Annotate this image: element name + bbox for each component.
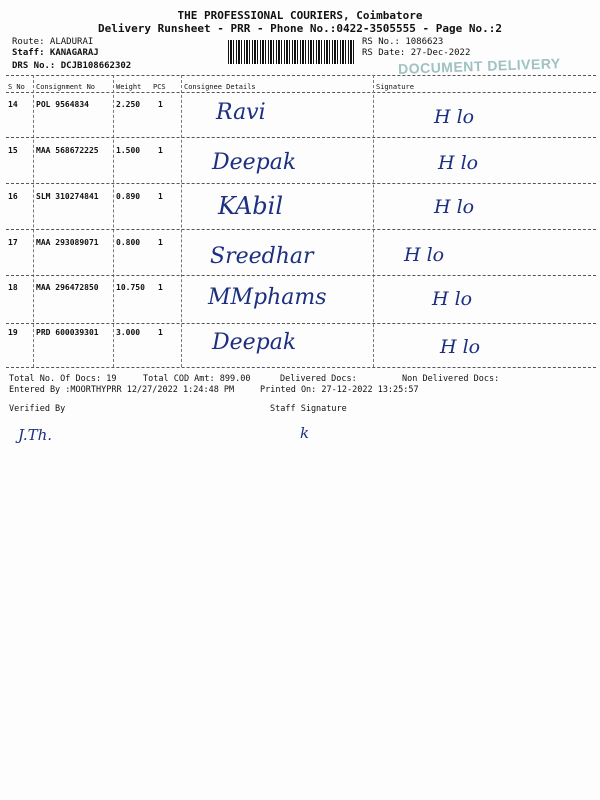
row-consignment: MAA 293089071 — [36, 238, 99, 247]
runsheet-subtitle: Delivery Runsheet - PRR - Phone No.:0422-3505555 - Page No.:2 — [98, 22, 502, 35]
row-weight: 10.750 — [116, 283, 145, 292]
row-consignment: MAA 568672225 — [36, 146, 99, 155]
row-pcs: 1 — [158, 192, 163, 201]
signature-handwriting: H lo — [438, 152, 479, 174]
row-weight: 0.890 — [116, 192, 141, 201]
row-sno: 19 — [8, 328, 18, 337]
consignee-handwriting: MMphams — [208, 285, 327, 310]
row-weight: 3.000 — [116, 328, 141, 337]
col-header-sno: S No — [8, 83, 25, 91]
document-delivery-stamp: DOCUMENT DELIVERY — [397, 55, 562, 77]
row-pcs: 1 — [158, 283, 163, 292]
signature-handwriting: H lo — [434, 106, 475, 128]
col-header-consignment: Consignment No — [36, 83, 96, 91]
table-bottom-rule — [6, 367, 596, 368]
row-consignment: SLM 310274841 — [36, 192, 99, 201]
signature-handwriting: H lo — [440, 336, 481, 358]
staff-signature-label: Staff Signature — [270, 404, 347, 414]
signature-handwriting: H lo — [434, 196, 475, 218]
row-pcs: 1 — [158, 100, 163, 109]
row-sno: 16 — [8, 192, 18, 201]
delivered-docs: Delivered Docs: — [280, 374, 357, 384]
row-pcs: 1 — [158, 238, 163, 247]
row-pcs: 1 — [158, 328, 163, 337]
company-title: THE PROFESSIONAL COURIERS, Coimbatore — [177, 9, 423, 22]
route-label: Route: ALADURAI — [12, 37, 94, 47]
row-sno: 18 — [8, 283, 18, 292]
row-consignment: POL 9564834 — [36, 100, 89, 109]
signature-handwriting: H lo — [432, 288, 473, 310]
row-pcs: 1 — [158, 146, 163, 155]
row-divider — [6, 183, 596, 184]
row-weight: 1.500 — [116, 146, 141, 155]
row-weight: 0.800 — [116, 238, 141, 247]
barcode — [228, 40, 356, 64]
consignee-handwriting: Ravi — [216, 100, 266, 125]
col-header-pcs: PCS — [153, 83, 166, 91]
row-sno: 14 — [8, 100, 18, 109]
verified-initials: J.Th. — [18, 426, 53, 444]
non-delivered-docs: Non Delivered Docs: — [402, 374, 500, 384]
row-divider — [6, 229, 596, 230]
rs-date: RS Date: 27-Dec-2022 — [362, 48, 471, 58]
row-sno: 15 — [8, 146, 18, 155]
row-consignment: MAA 296472850 — [36, 283, 99, 292]
total-docs: Total No. Of Docs: 19 — [9, 374, 117, 384]
consignee-handwriting: KAbil — [218, 192, 284, 220]
rs-number: RS No.: 1086623 — [362, 37, 444, 47]
row-weight: 2.250 — [116, 100, 141, 109]
col-header-consignee: Consignee Details — [184, 83, 256, 91]
table-top-rule — [6, 75, 596, 76]
col-header-weight: Weight — [116, 83, 142, 91]
verified-by-label: Verified By — [9, 404, 66, 414]
table-header-rule — [6, 92, 596, 93]
entered-by: Entered By :MOORTHYPRR 12/27/2022 1:24:48 PM — [9, 385, 235, 395]
row-sno: 17 — [8, 238, 18, 247]
total-cod: Total COD Amt: 899.00 — [143, 374, 251, 384]
row-divider — [6, 137, 596, 138]
staff-label: Staff: KANAGARAJ — [12, 48, 99, 58]
consignee-handwriting: Deepak — [212, 330, 297, 355]
drs-number: DRS No.: DCJB108662302 — [12, 61, 132, 71]
consignee-handwriting: Deepak — [212, 150, 297, 175]
row-divider — [6, 275, 596, 276]
printed-on: Printed On: 27-12-2022 13:25:57 — [260, 385, 419, 395]
consignee-handwriting: Sreedhar — [210, 244, 314, 269]
col-header-signature: Signature — [376, 83, 414, 91]
row-divider — [6, 323, 596, 324]
signature-handwriting: H lo — [404, 244, 445, 266]
staff-initials: k — [300, 424, 310, 442]
row-consignment: PRD 600039301 — [36, 328, 99, 337]
